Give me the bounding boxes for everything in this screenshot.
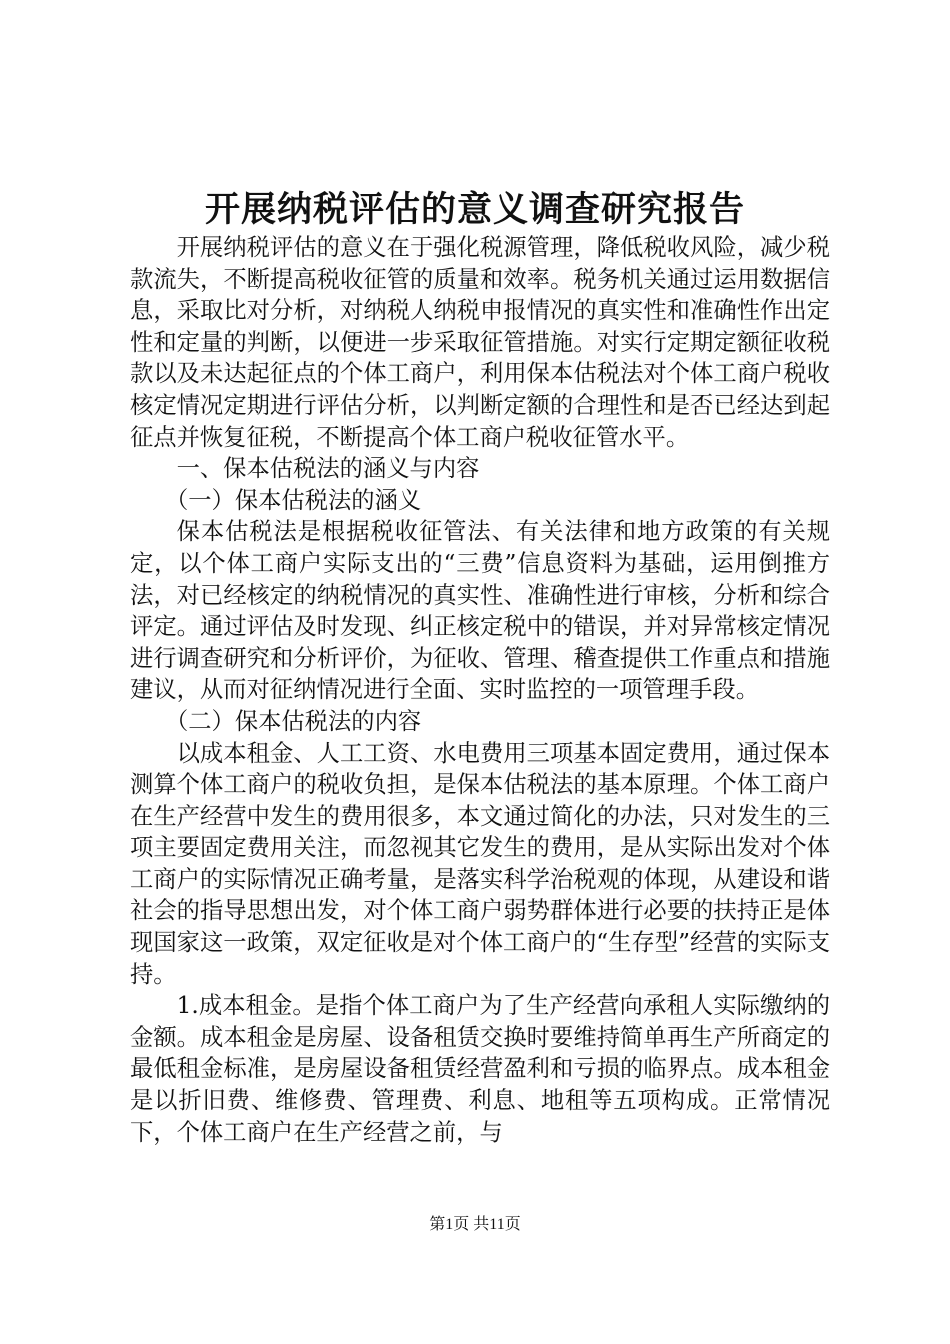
subsection-heading-1: （一）保本估税法的涵义 bbox=[164, 486, 422, 514]
paragraph-intro: 开展纳税评估的意义在于强化税源管理，降低税收风险，减少税款流失，不断提高税收征管的质量和效率。税务机关通过运用数据信息，采取比对分析，对纳税人纳税申报情况的真实性和准确性作出定性和定量的判断，以便进一步采取征管措施。对实行定期定额征收税款以及未达起征点的个体工商户，利用保本估税法对个体工商户税收核定情况定期进行评估分析，以判断定额的合理性和是否已经达到起征点并恢复征税，不断提高个体工商户税收征管水平。 bbox=[130, 234, 830, 451]
paragraph-content: 以成本租金、人工工资、水电费用三项基本固定费用，通过保本测算个体工商户的税收负担，是保本估税法的基本原理。个体工商户在生产经营中发生的费用很多，本文通过简化的办法，只对发生的三项主要固定费用关注，而忽视其它发生的费用，是从实际出发对个体工商户的实际情况正确考量，是落实科学治税观的体现，从建设和谐社会的指导思想出发，对个体工商户弱势群体进行必要的扶持正是体现国家这一政策，双定征收是对个体工商户的“生存型”经营的实际支持。 bbox=[130, 739, 830, 988]
page-footer: 第1页 共11页 bbox=[429, 1216, 521, 1233]
section-heading-1: 一、保本估税法的涵义与内容 bbox=[176, 455, 480, 483]
paragraph-definition: 保本估税法是根据税收征管法、有关法律和地方政策的有关规定，以个体工商户实际支出的“三费”信息资料为基础，运用倒推方法，对已经核定的纳税情况的真实性、准确性进行审核，分析和综合评定。通过评估及时发现、纠正核定税中的错误，并对异常核定情况进行调查研究和分析评价，为征收、管理、稽查提供工作重点和措施建议，从而对征纳情况进行全面、实时监控的一项管理手段。 bbox=[130, 518, 830, 704]
paragraph-cost-rent: 1.成本租金。是指个体工商户为了生产经营向承租人实际缴纳的金额。成本租金是房屋、设备租赁交换时要维持简单再生产所商定的最低租金标准，是房屋设备租赁经营盈利和亏损的临界点。成本租金是以折旧费、维修费、管理费、利息、地租等五项构成。正常情况下，个体工商户在生产经营之前，与 bbox=[130, 992, 830, 1146]
document-title: 开展纳税评估的意义调查研究报告 bbox=[204, 189, 745, 230]
document-body bbox=[130, 232, 830, 1148]
subsection-heading-2: （二）保本估税法的内容 bbox=[164, 707, 422, 735]
